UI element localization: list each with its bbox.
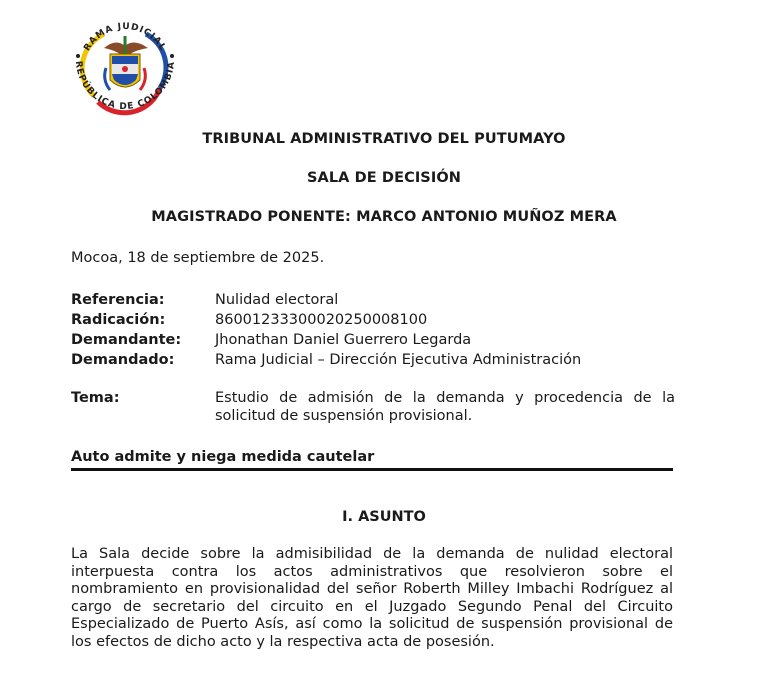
- chamber-name: SALA DE DECISIÓN: [306, 170, 462, 186]
- rama-judicial-seal: [64, 8, 186, 126]
- meta-value: Jhonathan Daniel Guerrero Legarda: [215, 332, 472, 348]
- meta-label: Demandado:: [71, 352, 175, 368]
- meta-row-demandante: [71, 330, 675, 350]
- court-name: TRIBUNAL ADMINISTRATIVO DEL PUTUMAYO: [202, 131, 566, 147]
- meta-value: 86001233300020250008100: [215, 312, 428, 328]
- tema-value: Estudio de admisión de la demanda y procedencia de la solicitud de suspensión provisional.: [215, 390, 675, 424]
- title-underline: [71, 468, 673, 471]
- meta-value: Rama Judicial – Dirección Ejecutiva Administración: [215, 352, 582, 368]
- case-metadata: [71, 290, 675, 370]
- coat-of-arms-icon: [64, 8, 186, 126]
- auto-title: Auto admite y niega medida cautelar: [71, 449, 375, 465]
- meta-label: Radicación:: [71, 312, 166, 328]
- tema-label: Tema:: [71, 390, 120, 406]
- meta-label: Demandante:: [71, 332, 182, 348]
- meta-label: Referencia:: [71, 292, 165, 308]
- section-heading: I. ASUNTO: [342, 509, 426, 525]
- tema-row: [71, 389, 675, 425]
- meta-row-referencia: [71, 290, 675, 310]
- body-paragraph: La Sala decide sobre la admisibilidad de la demanda de nulidad electoral interpuesta contra los actos administrativos que resolvieron sobre el nombramiento en provisionalidad del señor Roberth Milley Imbachi Rodríguez al cargo de secretario del circuito en el Juzgado Segundo Penal del Circuito Especializado de Puerto Asís, así como la solicitud de suspensión provisional de los efectos de dicho acto y la respectiva acta de posesión.: [71, 546, 673, 650]
- svg-text:REPÚBLICA DE COLOMBIA: REPÚBLICA DE COLOMBIA: [72, 60, 178, 113]
- meta-value: Nulidad electoral: [215, 292, 339, 308]
- date-line: Mocoa, 18 de septiembre de 2025.: [71, 250, 325, 266]
- meta-row-radicacion: [71, 310, 675, 330]
- judge-name: MAGISTRADO PONENTE: MARCO ANTONIO MUÑOZ MERA: [151, 209, 617, 225]
- meta-row-demandado: [71, 350, 675, 370]
- svg-text:RAMA JUDICIAL: RAMA JUDICIAL: [82, 21, 168, 53]
